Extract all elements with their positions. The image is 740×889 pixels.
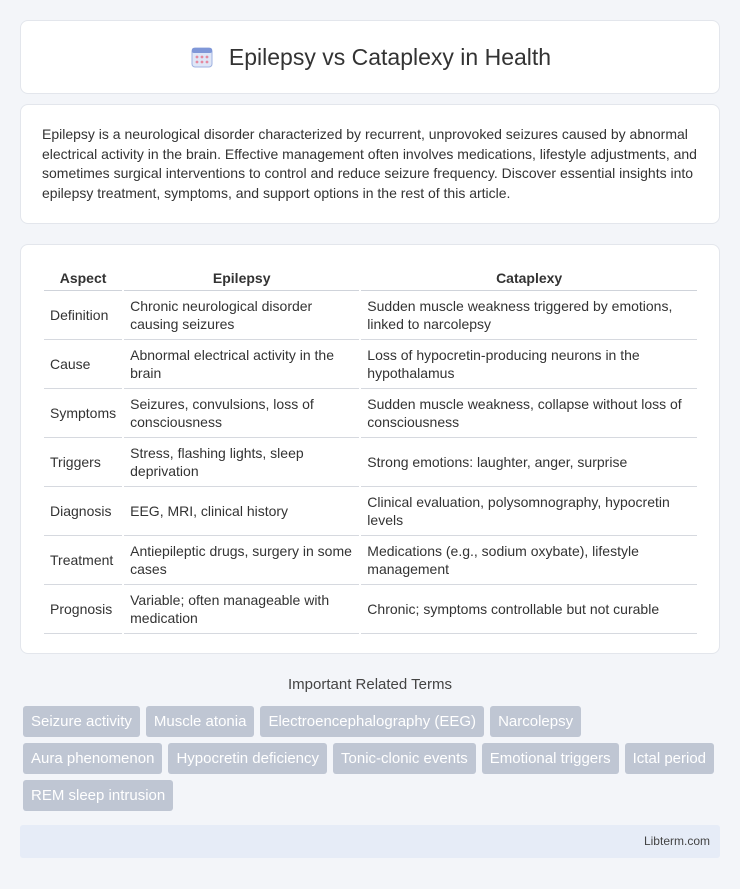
term-tag[interactable]: Tonic-clonic events [333,743,476,774]
aspect-cell: Treatment [44,536,122,585]
term-tag[interactable]: Emotional triggers [482,743,619,774]
header-cataplexy: Cataplexy [361,265,697,291]
cataplexy-cell: Clinical evaluation, polysomnography, hypocretin levels [361,487,697,536]
intro-card [20,104,720,224]
aspect-cell: Diagnosis [44,487,122,536]
epilepsy-cell: EEG, MRI, clinical history [124,487,359,536]
cataplexy-cell: Sudden muscle weakness, collapse without loss of consciousness [361,389,697,438]
epilepsy-cell: Abnormal electrical activity in the brain [124,340,359,389]
related-terms-list [23,706,723,817]
table-header-row [44,265,697,291]
page-title: Epilepsy vs Cataplexy in Health [228,43,552,70]
header-epilepsy: Epilepsy [124,265,359,291]
header-aspect: Aspect [44,265,122,291]
aspect-cell: Definition [44,291,122,340]
term-tag[interactable]: Hypocretin deficiency [168,743,327,774]
related-terms-title: Important Related Terms [288,676,452,693]
table-row [44,585,697,634]
term-tag[interactable]: Narcolepsy [490,706,581,737]
term-tag[interactable]: Muscle atonia [146,706,255,737]
comparison-table [42,265,699,634]
footer [20,825,720,858]
cataplexy-cell: Chronic; symptoms controllable but not curable [361,585,697,634]
term-tag[interactable]: Electroencephalography (EEG) [260,706,484,737]
epilepsy-cell: Variable; often manageable with medication [124,585,359,634]
epilepsy-cell: Chronic neurological disorder causing seizures [124,291,359,340]
table-row [44,340,697,389]
table-row [44,536,697,585]
table-row [44,291,697,340]
cataplexy-cell: Strong emotions: laughter, anger, surprise [361,438,697,487]
epilepsy-cell: Antiepileptic drugs, surgery in some cases [124,536,359,585]
calendar-grid-icon [189,44,215,70]
epilepsy-cell: Stress, flashing lights, sleep deprivation [124,438,359,487]
epilepsy-cell: Seizures, convulsions, loss of consciousness [124,389,359,438]
cataplexy-cell: Sudden muscle weakness triggered by emotions, linked to narcolepsy [361,291,697,340]
intro-paragraph: Epilepsy is a neurological disorder characterized by recurrent, unprovoked seizures caused by abnormal electrical activity in the brain. Effective management often involves medications, lifestyle adjustments, and sometimes surgical interventions to control and reduce seizure frequency. Discover essential insights into epilepsy treatment, symptoms, and support options in the rest of this article. [42,126,697,201]
term-tag[interactable]: Aura phenomenon [23,743,162,774]
aspect-cell: Cause [44,340,122,389]
aspect-cell: Triggers [44,438,122,487]
term-tag[interactable]: REM sleep intrusion [23,780,173,811]
term-tag[interactable]: Seizure activity [23,706,140,737]
comparison-card [20,244,720,654]
table-row [44,438,697,487]
cataplexy-cell: Medications (e.g., sodium oxybate), lifestyle management [361,536,697,585]
term-tag[interactable]: Ictal period [625,743,714,774]
title-card [20,20,720,94]
cataplexy-cell: Loss of hypocretin-producing neurons in the hypothalamus [361,340,697,389]
table-row [44,389,697,438]
table-row [44,487,697,536]
aspect-cell: Prognosis [44,585,122,634]
footer-site-link[interactable]: Libterm.com [643,834,710,848]
aspect-cell: Symptoms [44,389,122,438]
